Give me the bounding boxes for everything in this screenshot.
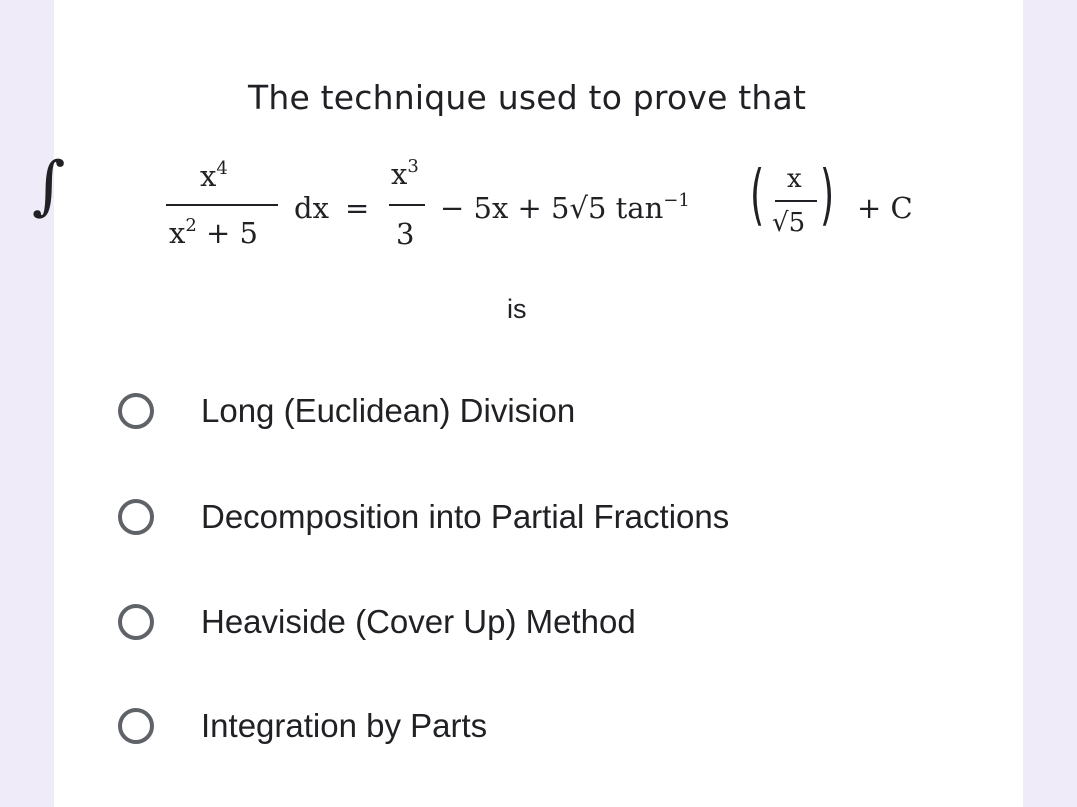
option-label: Integration by Parts (201, 707, 488, 744)
option-long-division[interactable] (118, 386, 575, 436)
equals-sign: = (345, 191, 370, 225)
inner-denominator: √5 (772, 208, 806, 238)
constant-term: + C (857, 191, 913, 225)
right-denominator: 3 (396, 217, 415, 251)
left-fraction-bar (166, 204, 278, 206)
inner-fraction-bar (775, 200, 817, 202)
dx-label: dx (294, 191, 329, 225)
question-suffix: is (507, 294, 527, 324)
integral-sign: ∫ (32, 149, 66, 223)
right-paren: ) (820, 156, 835, 233)
right-numerator: $x^3$ (391, 156, 419, 191)
left-denominator: $x^2 + 5$ (169, 215, 258, 250)
option-integration-by-parts[interactable] (118, 701, 487, 751)
question-title: The technique used to prove that (248, 78, 807, 117)
option-partial-fractions[interactable] (118, 492, 729, 542)
radio-button[interactable] (118, 708, 154, 744)
option-label: Long (Euclidean) Division (201, 392, 576, 429)
radio-button[interactable] (118, 393, 154, 429)
option-label: Heaviside (Cover Up) Method (201, 603, 636, 640)
option-heaviside-method[interactable] (118, 597, 636, 647)
integral-formula (0, 140, 1077, 270)
radio-button[interactable] (118, 604, 154, 640)
left-paren: ( (750, 156, 765, 233)
right-fraction-bar (389, 204, 425, 206)
formula-middle: − 5x + 5√5 $\tan^{-1}$ (440, 190, 690, 225)
option-label: Decomposition into Partial Fractions (201, 498, 730, 535)
radio-button[interactable] (118, 499, 154, 535)
inner-numerator: x (787, 164, 802, 194)
left-numerator: $x^4$ (200, 158, 228, 193)
